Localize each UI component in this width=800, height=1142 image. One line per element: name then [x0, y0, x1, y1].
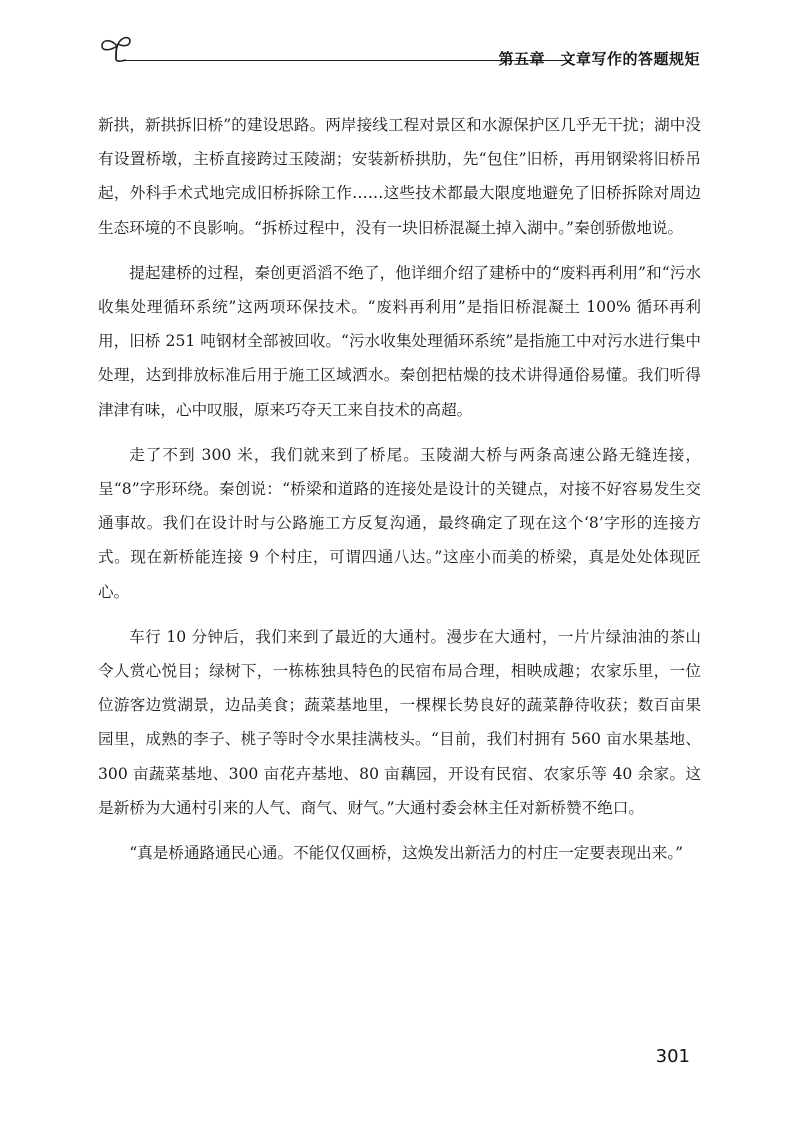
page-header — [96, 30, 706, 74]
paragraph-1: 新拱，新拱拆旧桥”的建设思路。两岸接线工程对景区和水源保护区几乎无干扰；湖中没有设置桥墩，主桥直接跨过玉陵湖；安装新桥拱肋，先“包住”旧桥，再用钢梁将旧桥吊起，外科手术式地完成旧桥拆除工作……这些技术都最大限度地避免了旧桥拆除对周边生态环境的不良影响。“拆桥过程中，没有一块旧桥混凝土掉入湖中。”秦创骄傲地说。 — [98, 116, 701, 237]
body-text — [98, 108, 701, 881]
chapter-title: 第五章 文章写作的答题规矩 — [498, 50, 700, 68]
paragraph-3: 走了不到 300 米，我们就来到了桥尾。玉陵湖大桥与两条高速公路无缝连接，呈“8”字形环绕。秦创说：“桥梁和道路的连接处是设计的关键点，对接不好容易发生交通事故。我们在设计时与公路施工方反复沟通，最终确定了现在这个‘8’字形的连接方式。现在新桥能连接 9 个村庄，可谓四通八达。”这座小而美的桥梁，真是处处体现匠心。 — [98, 445, 701, 601]
page-number: 301 — [655, 1046, 690, 1067]
paragraph-5: “真是桥通路通民心通。不能仅仅画桥，这焕发出新活力的村庄一定要表现出来。” — [129, 844, 684, 863]
sprout-icon — [96, 30, 136, 70]
paragraph-4: 车行 10 分钟后，我们来到了最近的大通村。漫步在大通村，一片片绿油油的茶山令人赏心悦目；绿树下，一栋栋独具特色的民宿布局合理，相映成趣；农家乐里，一位位游客边赏湖景，边品美食；蔬菜基地里，一棵棵长势良好的蔬菜静待收获；数百亩果园里，成熟的李子、桃子等时令水果挂满枝头。“目前，我们村拥有 560 亩水果基地、300 亩蔬菜基地、300 亩花卉基地、80 亩藕园，开设有民宿、农家乐等 40 余家。这是新桥为大通村引来的人气、商气、财气。”大通村委会林主任对新桥赞不绝口。 — [98, 627, 701, 817]
paragraph-2: 提起建桥的过程，秦创更滔滔不绝了，他详细介绍了建桥中的“废料再利用”和“污水收集处理循环系统”这两项环保技术。“废料再利用”是指旧桥混凝土 100% 循环再利用，旧桥 251 吨钢材全部被回收。“污水收集处理循环系统”是指施工中对污水进行集中处理，达到排放标准后用于施工区域洒水。秦创把枯燥的技术讲得通俗易懂。我们听得津津有味，心中叹服，原来巧夺天工来自技术的高超。 — [98, 263, 701, 419]
